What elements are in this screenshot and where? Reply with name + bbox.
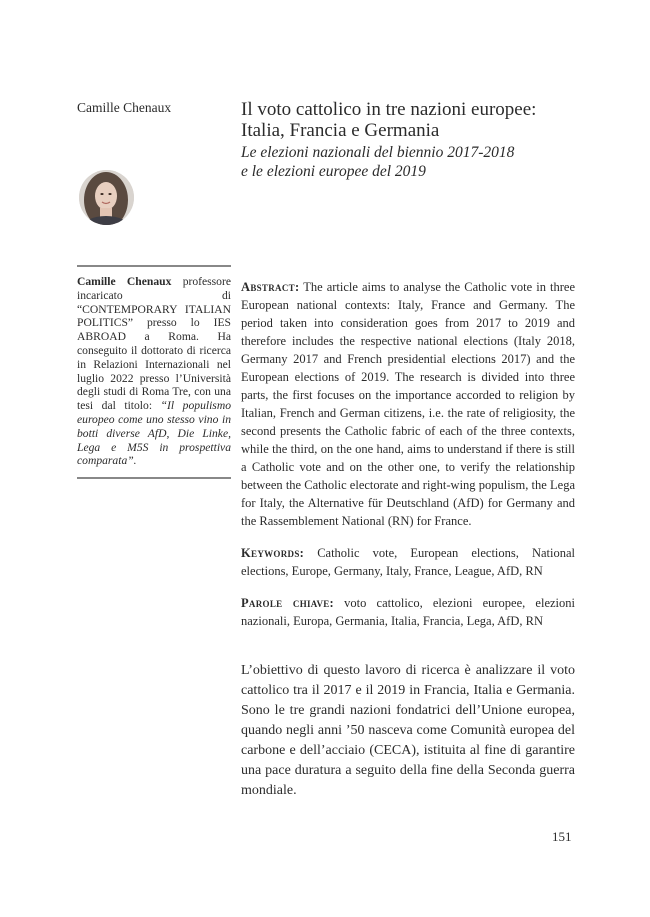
subtitle-line-1: Le elezioni nazionali del biennio 2017-2018 bbox=[241, 144, 515, 161]
bio-thesis-title: “Il populismo europeo come uno stesso vino in botti diverse AfD, Die Linke, Lega e M5S in prospettiva comparata”. bbox=[77, 399, 231, 468]
bio-name: Camille Chenaux bbox=[77, 275, 172, 288]
abstract-column bbox=[241, 278, 575, 644]
abstract bbox=[241, 278, 575, 530]
subtitle-line-2: e le elezioni europee del 2019 bbox=[241, 163, 426, 180]
page-number: 151 bbox=[552, 829, 572, 844]
abstract-label: Abstract: bbox=[241, 280, 300, 294]
keywords bbox=[241, 544, 575, 580]
abstract-text: The article aims to analyse the Catholic vote in three European national contexts: Italy, France and Germany. The period taken into consideration goes from 2017 to 2019 and therefore includes the respective national elections (Italy 2018, Germany 2017 and French presidential elections 2017) and the European elections of 2019. The research is divided into three parts, the first focuses on the importance accorded to religion by Italian, French and German citizens, i.e. the rate of religiosity, the second presents the Catholic fabric of each of the three contexts, while the third, on the one hand, aims to understand if there is still a Catholic vote and on the other one, to verify the relationship between the Catholic electorate and right-wing populism, the Lega for Italy, the Alternative für Deutschland (AfD) for Germany and the Rassemblement National (RN) for France. bbox=[241, 280, 575, 528]
article-title bbox=[241, 99, 581, 141]
bio-text: professore incaricato di “CONTEMPORARY ITALIAN POLITICS” presso lo IES ABROAD a Roma. Ha conseguito il dottorato di ricerca in Relazioni Internazionali nel luglio 2022 presso l’Università degli studi di Roma Tre, con una tesi dal titolo: bbox=[77, 275, 231, 413]
portrait-icon bbox=[79, 170, 134, 225]
parole-chiave bbox=[241, 594, 575, 630]
title-line-2: Italia, Francia e Germania bbox=[241, 120, 440, 141]
article-subtitle bbox=[241, 143, 581, 181]
title-block bbox=[241, 99, 581, 181]
author-photo bbox=[79, 170, 134, 225]
body-paragraph: L’obiettivo di questo lavoro di ricerca è analizzare il voto cattolico tra il 2017 e il 2019 in Francia, Italia e Germania. Sono le tre grandi nazioni fondatrici dell’Unione europea, quando negli anni ’50 nasceva come Comunità europea del carbone e dell’acciaio (CECA), istituita al fine di garantire una pace duratura a seguito della fine della Seconda guerra mondiale. bbox=[241, 663, 575, 798]
author-name: Camille Chenaux bbox=[77, 100, 172, 115]
keywords-label: Keywords: bbox=[241, 546, 305, 560]
parole-chiave-label: Parole chiave: bbox=[241, 596, 335, 610]
parole-chiave-text: voto cattolico, elezioni europee, elezioni nazionali, Europa, Germania, Italia, Francia, Lega, AfD, RN bbox=[241, 596, 575, 628]
title-line-1: Il voto cattolico in tre nazioni europee: bbox=[241, 99, 537, 120]
keywords-text: Catholic vote, European elections, National elections, Europe, Germany, Italy, France, League, AfD, RN bbox=[241, 546, 575, 578]
author-bio bbox=[77, 265, 231, 479]
